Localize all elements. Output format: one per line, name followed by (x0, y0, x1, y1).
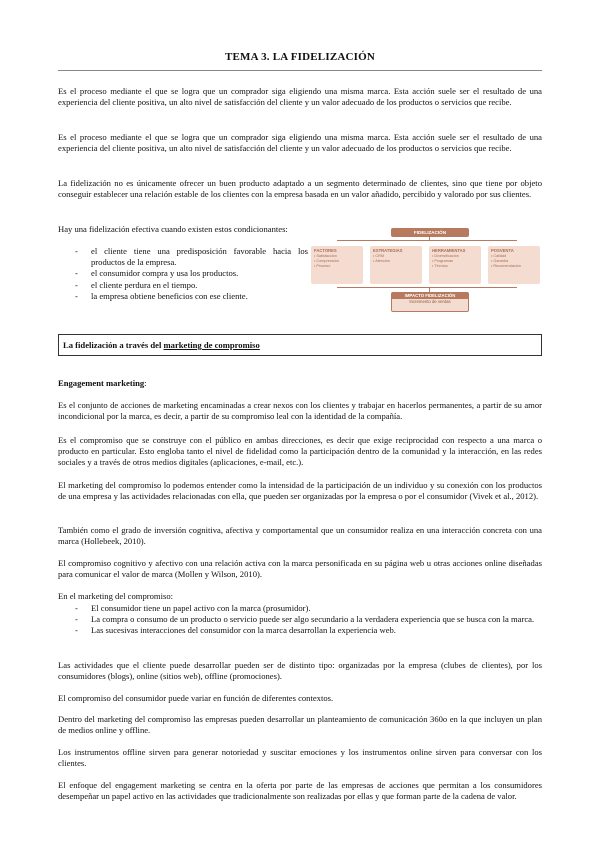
list-item: - Las sucesivas interacciones del consumidor con la marca desarrollan la experiencia web. (58, 625, 542, 636)
diagram-connector (429, 237, 430, 240)
fidelizacion-diagram (311, 226, 542, 317)
diagram-column-posventa (488, 246, 540, 284)
diagram-item: • CRM (373, 254, 419, 259)
diagram-item: • Satisfacción (314, 254, 360, 259)
paragraph-engagement-intensidad: El marketing del compromiso lo podemos entender como la intensidad de la participación de un individuo y su conexión con los productos de una empresa y las actividades relacionadas con ella, que pueden ser organizadas por la empresa o por el consumidor (Vivek et al., 2012). (58, 480, 542, 502)
section-heading-underlined: marketing de compromiso (163, 340, 260, 350)
paragraph-engagement-cognitivo: El compromiso cognitivo y afectivo con una relación activa con la marca personificada en su página web u otras acciones online diseñadas para comunicar el valor de marca (Mollen y Wilson, 2010). (58, 558, 542, 580)
diagram-column-header: POSVENTA (491, 248, 514, 253)
diagram-item: • Recomendación (491, 264, 537, 269)
diagram-column-estrategias (370, 246, 422, 284)
diagram-column-header: ESTRATEGIAS (373, 248, 403, 253)
diagram-top-label: FIDELIZACIÓN (391, 228, 469, 237)
paragraph-contextos: El compromiso del consumidor puede variar en función de diferentes contextos. (58, 693, 334, 703)
paragraph-engagement-definition: Es el conjunto de acciones de marketing encaminadas a crear nexos con los clientes y trabajar en hacerlos permanentes, a partir de su amor incondicional por la marca, es decir, a partir de su compromiso leal con la identidad de la compañía. (58, 400, 542, 422)
diagram-column-herramientas (429, 246, 481, 284)
paragraph-instrumentos: Los instrumentos offline sirven para generar notoriedad y suscitar emociones y los instrumentos online sirven para conversar con los clientes. (58, 747, 542, 769)
list-item: - el cliente tiene una predisposición favorable hacia los productos de la empresa. (58, 246, 308, 268)
paragraph-engagement-inversion: También como el grado de inversión cognitiva, afectiva y comportamental que un consumidor realiza en una interacción concreta con una marca (Hollebeek, 2010). (58, 525, 542, 547)
list-item: - el cliente perdura en el tiempo. (58, 280, 308, 291)
section-heading-prefix: La fidelización a través del (63, 340, 164, 350)
engagement-heading (58, 378, 147, 389)
diagram-item: • Programas (432, 259, 478, 264)
diagram-item: • Proceso (314, 264, 360, 269)
diagram-item: • Atención (373, 259, 419, 264)
list-item: - La compra o consumo de un producto o servicio puede ser algo secundario a la verdadera experiencia que se busca con la marca. (58, 614, 542, 625)
diagram-item: • Comprensión (314, 259, 360, 264)
paragraph-engagement-compromiso: Es el compromiso que se construye con el público en ambas direcciones, es decir que exige reciprocidad con respecto a una marca o producto en particular. Esto engloba tanto el nivel de fidelidad como la participación dentro de la comunidad y la interacción, en las redes sociales y a través de otros medios digitales (aplicaciones, e-mail, etc.). (58, 435, 542, 468)
paragraph-definition-repeat: Es el proceso mediante el que se logra que un comprador siga eligiendo una misma marca. Esta acción suele ser el resultado de una experiencia del cliente positiva, un alto nivel de satisfacción del cliente y un valor adecuado de los productos o servicios que recibe. (58, 132, 542, 154)
diagram-column-header: FACTORES (314, 248, 337, 253)
diagram-item: • Calidad (491, 254, 537, 259)
engagement-label: Engagement marketing (58, 378, 145, 388)
diagram-item: • Técnica (432, 264, 478, 269)
paragraph-comunicacion-360: Dentro del marketing del compromiso las empresas pueden desarrollar un planteamiento de comunicación 360o en la que incluyen un plan de medios online y offline. (58, 714, 542, 736)
diagram-item: • Garantía (491, 259, 537, 264)
diagram-connector (337, 240, 517, 241)
list-item: - la empresa obtiene beneficios con ese cliente. (58, 291, 308, 302)
diagram-connector (337, 287, 517, 288)
paragraph-compromiso-intro: En el marketing del compromiso: (58, 591, 174, 601)
conditions-list (58, 246, 308, 302)
compromiso-list (58, 603, 542, 637)
paragraph-actividades: Las actividades que el cliente puede desarrollar pueden ser de distinto tipo: organizadas por la empresa (clubes de clientes), por los consumidores (blogs), online (sitios web), offline (promociones). (58, 660, 542, 682)
list-item: - El consumidor tiene un papel activo con la marca (prosumidor). (58, 603, 542, 614)
diagram-column-factores (311, 246, 363, 284)
diagram-impact-title: IMPACTO FIDELIZACIÓN (392, 293, 468, 299)
list-item: - el consumidor compra y usa los productos. (58, 268, 308, 279)
paragraph-fidelizacion-objective: La fidelización no es únicamente ofrecer un buen producto adaptado a un segmento determinado de clientes, sino que tiene por objeto conseguir establecer una relación estable de los clientes con la empresa basada en un valor añadido, percibido y valorado por sus clientes. (58, 178, 542, 200)
section-heading-box (58, 334, 542, 356)
diagram-item: • Diversificación (432, 254, 478, 259)
paragraph-conditions-intro: Hay una fidelización efectiva cuando existen estos condicionantes: (58, 224, 288, 234)
paragraph-enfoque: El enfoque del engagement marketing se centra en la oferta por parte de las empresas de acciones que permitan a los consumidores desempeñar un papel activo en las actividades que tradicionalmente son realizadas por ellas y que forman parte de la cadena de valor. (58, 780, 542, 802)
diagram-impact-box (391, 292, 469, 312)
diagram-column-header: HERRAMIENTAS (432, 248, 466, 253)
engagement-colon: : (144, 378, 147, 388)
page-title: TEMA 3. LA FIDELIZACIÓN (224, 51, 376, 63)
title-divider (58, 70, 542, 71)
diagram-impact-subtitle: Incremento de ventas (409, 299, 451, 304)
paragraph-definition: Es el proceso mediante el que se logra que un comprador siga eligiendo una misma marca. Esta acción suele ser el resultado de una experiencia del cliente positiva, un alto nivel de satisfacción del cliente y un valor adecuado de los productos o servicios que recibe. (58, 86, 542, 108)
